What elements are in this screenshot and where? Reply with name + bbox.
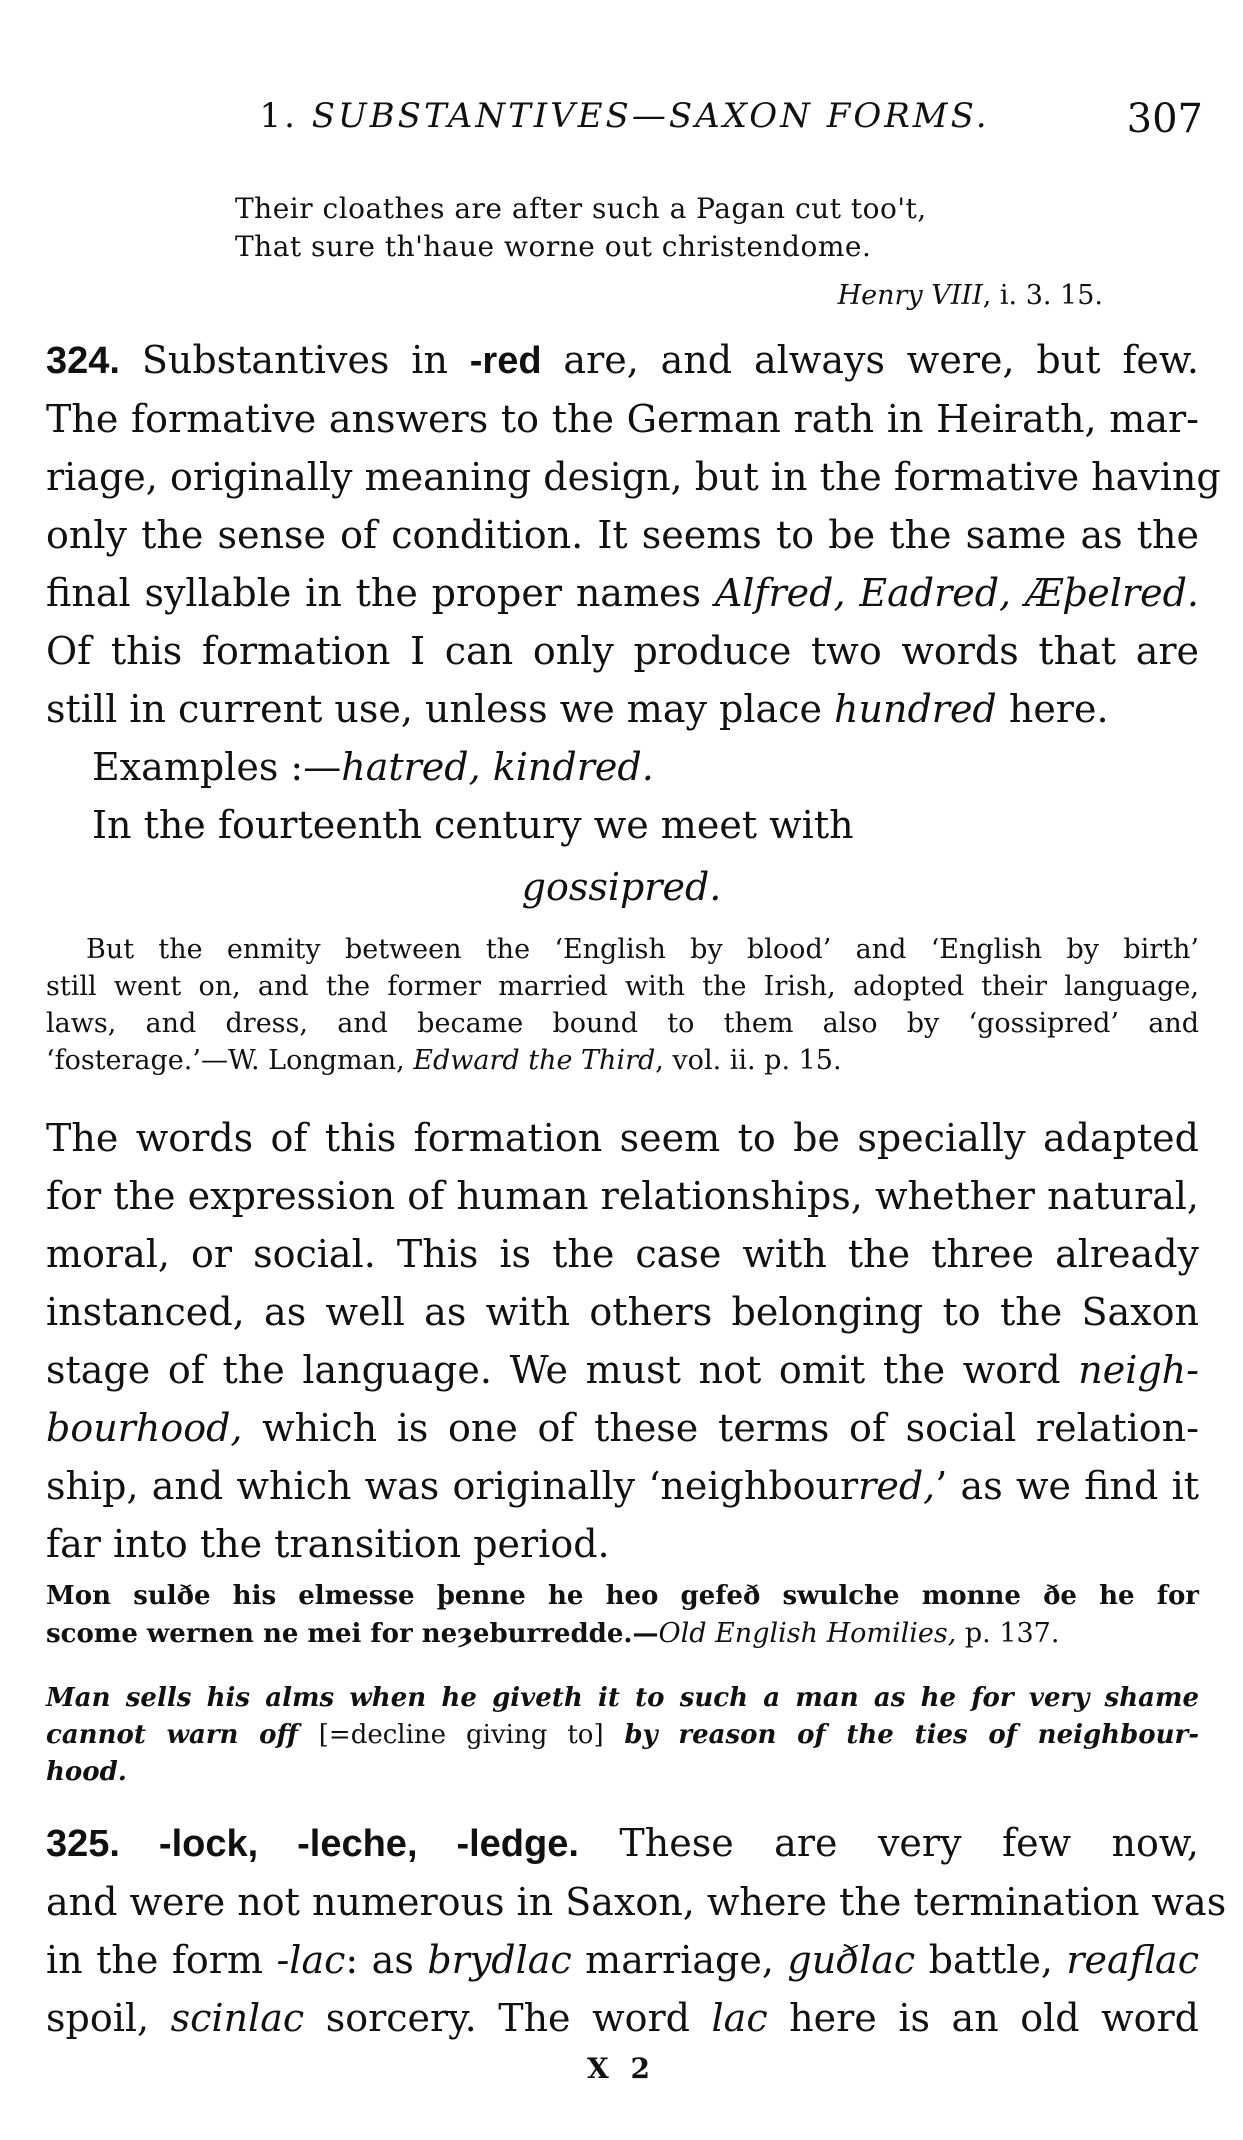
section-325-number: 325. — [46, 1823, 120, 1865]
homily-quote — [46, 1578, 1199, 1653]
line: bourhood, which is one of these terms of social relation- — [46, 1406, 1199, 1450]
gossipred-example: gossipred. — [521, 865, 722, 909]
running-head-title — [46, 96, 1203, 136]
line: far into the transition period. — [46, 1522, 610, 1566]
paragraph-words — [46, 1109, 1199, 1573]
line: cannot warn off [=decline giving to] by reason of the ties of neighbour- — [46, 1720, 1200, 1750]
line: 325. -lock, -leche, -ledge. These are very few now, — [46, 1821, 1200, 1865]
paragraph-325 — [46, 1814, 1227, 2047]
line: final syllable in the proper names Alfred, Eadred, Æþelred. — [46, 571, 1200, 615]
line: The words of this formation seem to be specially adapted — [46, 1116, 1199, 1160]
quote-citation: Henry VIII, i. 3. 15. — [837, 280, 1103, 311]
line: only the sense of condition. It seems to be the same as the — [46, 513, 1199, 557]
line: But the enmity between the ‘English by blood’ and ‘English by birth’ — [86, 934, 1199, 965]
line: still in current use, unless we may place hundred here. — [46, 687, 1109, 731]
section-number: 1. — [259, 96, 298, 136]
line: riage, originally meaning design, but in the formative having — [46, 455, 1221, 499]
line: laws, and dress, and became bound to them also by ‘gossipred’ and — [46, 1008, 1199, 1039]
quote-line: Their cloathes are after such a Pagan cut too't, — [235, 192, 927, 225]
line: for the expression of human relationships, whether natural, — [46, 1174, 1199, 1218]
line: moral, or social. This is the case with the three already — [46, 1232, 1199, 1276]
line: instanced, as well as with others belonging to the Saxon — [46, 1290, 1199, 1334]
section-324-number: 324. — [46, 340, 120, 382]
opening-quote — [235, 190, 927, 266]
line: ship, and which was originally ‘neighbourred,’ as we find it — [46, 1464, 1199, 1508]
line: spoil, scinlac sorcery. The word lac here is an old word — [46, 1996, 1200, 2040]
line: Mon sulðe his elmesse þenne he heo gefeð swulche monne ðe he for — [46, 1581, 1199, 1611]
section-title: SUBSTANTIVES—SAXON FORMS. — [311, 96, 990, 136]
line: Examples :—hatred, kindred. — [92, 745, 654, 789]
page-number: 307 — [1126, 96, 1203, 142]
line: The formative answers to the German rath in Heirath, mar- — [46, 397, 1199, 441]
signature-mark: X 2 — [587, 2052, 656, 2085]
line: stage of the language. We must not omit the word neigh- — [46, 1348, 1199, 1392]
quote-line: That sure th'haue worne out christendome. — [235, 230, 872, 263]
line: In the fourteenth century we meet with — [92, 803, 854, 847]
line: ‘fosterage.’—W. Longman, Edward the Third, vol. ii. p. 15. — [46, 1045, 842, 1076]
running-head — [46, 96, 1203, 152]
longman-quote — [46, 931, 1199, 1079]
line: Of this formation I can only produce two words that are — [46, 629, 1199, 673]
homily-translation — [46, 1680, 1199, 1791]
line: Man sells his alms when he giveth it to such a man as he for very shame — [46, 1683, 1199, 1713]
line: in the form -lac: as brydlac marriage, guðlac battle, reaflac — [46, 1938, 1199, 1982]
line: scome wernen ne mei for neȝeburredde.—Old English Homilies, p. 137. — [46, 1618, 1060, 1649]
paragraph-324 — [46, 331, 1221, 854]
line: still went on, and the former married with the Irish, adopted their language, — [46, 971, 1199, 1002]
line: hood. — [46, 1757, 127, 1787]
line: 324. Substantives in -red are, and always were, but few. — [46, 338, 1199, 382]
line: and were not numerous in Saxon, where the termination was — [46, 1880, 1227, 1924]
